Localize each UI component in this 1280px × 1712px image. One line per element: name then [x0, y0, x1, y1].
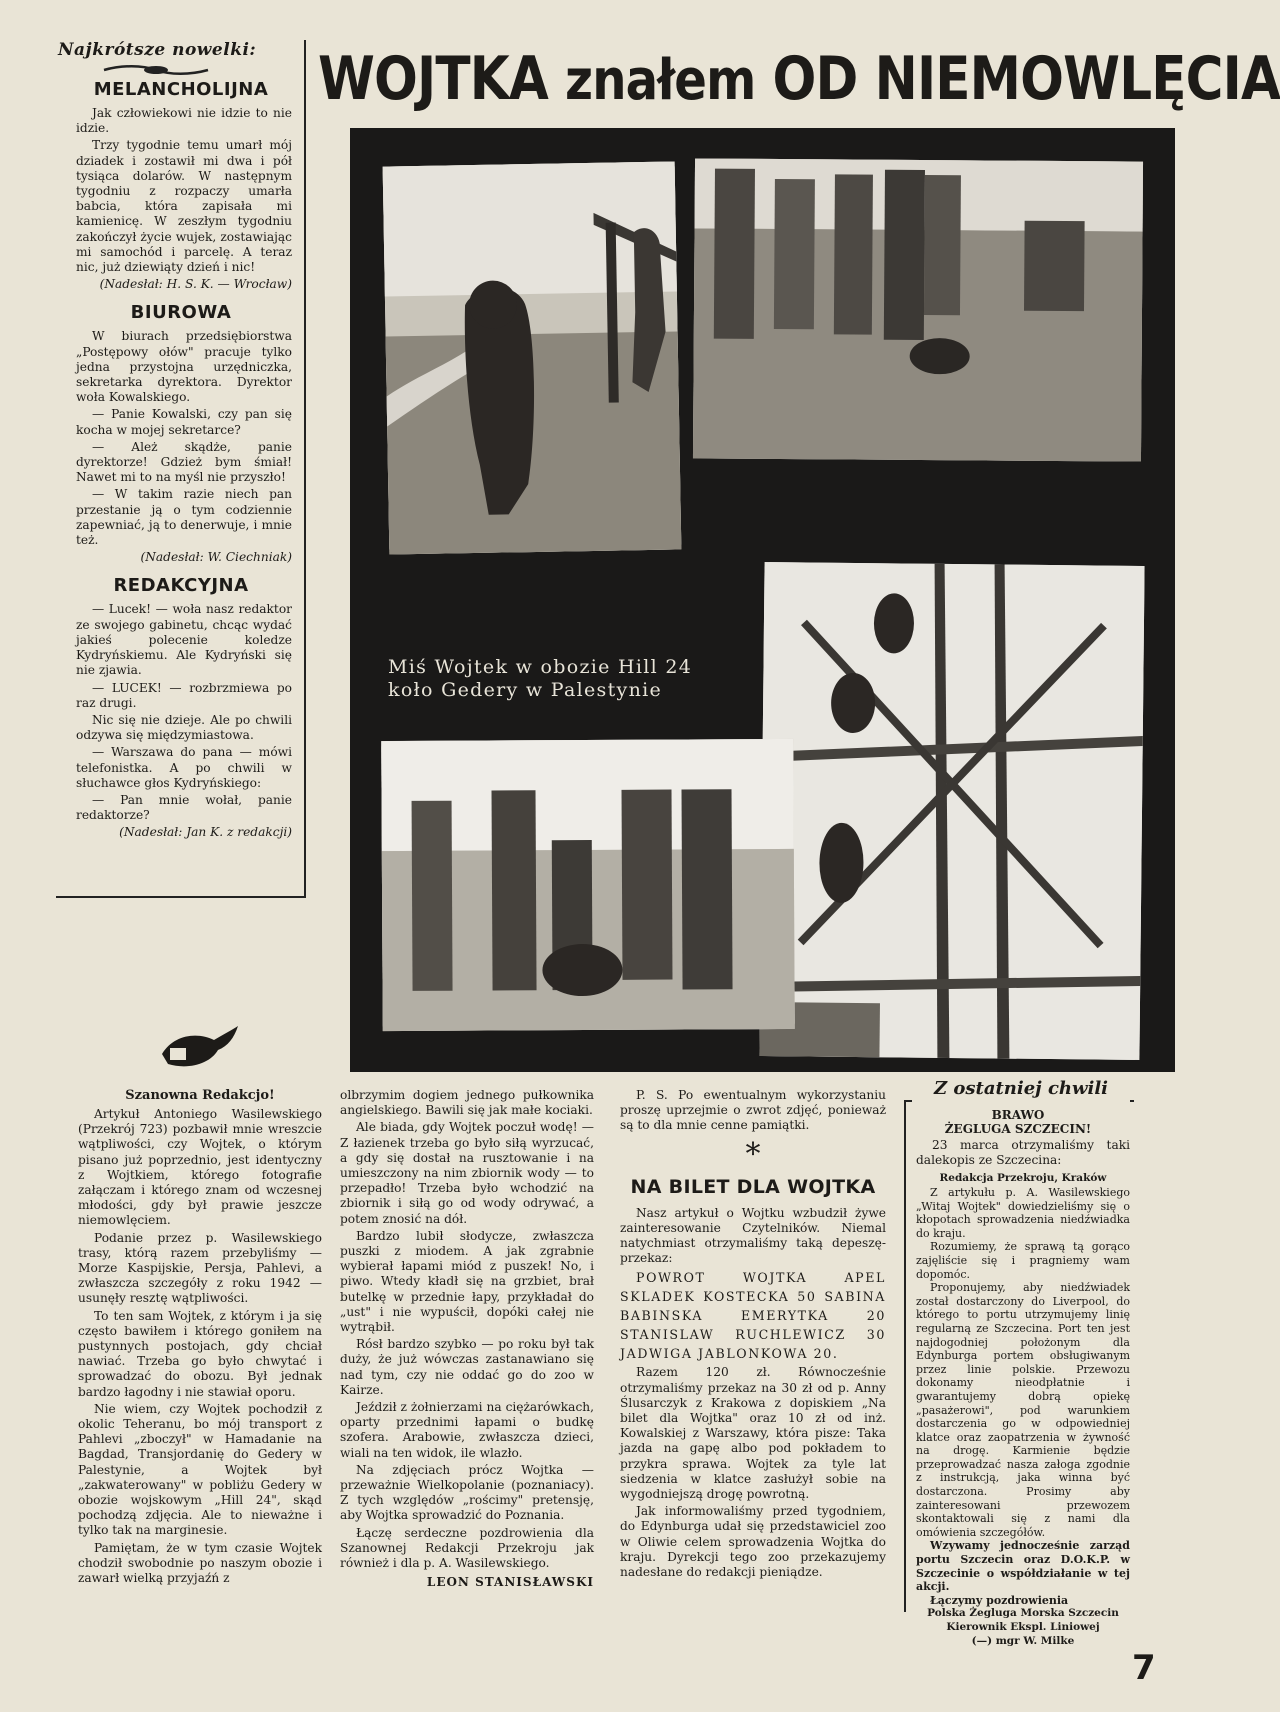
story-title-melancholijna: MELANCHOLIJNA — [93, 79, 269, 100]
bilet-paragraph: Jak informowaliśmy przed tygodniem, do Edynburga udał się przedstawiciel zoo w Oliwie celem sprowadzenia Wojtka do kraju. Dyrekcji tego zoo przekazujemy nadesłane do redakcji pieniądze. — [620, 1504, 886, 1580]
letter-paragraph: Jeździł z żołnierzami na ciężarówkach, oparty przednimi łapami o budkę szofera. Arabowie, zwłaszcza dzieci, wiali na ten widok, ile wlazło. — [340, 1400, 594, 1460]
telex-org: Polska Żegluga Morska Szczecin — [927, 1607, 1119, 1620]
letter-paragraph: Bardzo lubił słodycze, zwłaszcza puszki z miodem. A jak zgrabnie wybierał łapami miód z puszek! No, i piwo. Wtedy kładł się na grzbiet, brał butelkę w przednie łapy, przykładał do „ust" i nie wypuścił, dopóki całej nie wytrąbił. — [340, 1228, 594, 1335]
photo-panel — [350, 128, 1175, 1072]
letter-paragraph: Nie wiem, czy Wojtek pochodził z okolic Teheranu, bo mój transport z Pahlevi „zboczył" w Hamadanie na Bagdad, Transjordanię do Gedery w Palestynie, a Wojtek był „zakwaterowany" w pobliżu Gedery w obozie wojskowym „Hill 24", skąd pochodzą zdjęcia. Ale to nieważne i tylko tak na marginesie. — [78, 1401, 322, 1538]
short-stories-column — [58, 40, 304, 843]
telex-paragraph: Wzywamy jednocześnie zarząd portu Szczecin oraz D.O.K.P. w Szczecinie o współdziałanie w tej akcji. — [916, 1539, 1130, 1594]
story-signature: (Nadesłał: H. S. K. — Wrocław) — [99, 277, 292, 292]
bilet-paragraph: Razem 120 zł. Równocześnie otrzymaliśmy przekaz na 30 zł od p. Anny Ślusarczyk z Krakowa z dopiskiem „Na bilet dla Wojtka" oraz 10 zł od inż. Kowalskiej z Warszawy, która pisze: Taka jazda na gapę albo pod pokładem to przykra sprawa. Wojtek za tyle lat siedzenia w klatce zasłużył sobie na wygodniejszą drogę powrotną. — [620, 1365, 886, 1502]
telex-sign: (—) mgr W. Milke — [971, 1634, 1075, 1647]
story-paragraph: Jak człowiekowi nie idzie to nie idzie. — [76, 106, 292, 136]
photo-bear-climbing — [759, 562, 1144, 1060]
letter-column-a — [78, 1088, 322, 1588]
bilet-column — [620, 1088, 886, 1582]
photo-caption: Miś Wojtek w obozie Hill 24 koło Gedery w Palestynie — [388, 656, 693, 701]
story-signature: (Nadesłał: W. Ciechniak) — [140, 550, 292, 565]
page-number: 7 — [1132, 1648, 1156, 1688]
letter-column-b — [340, 1088, 594, 1589]
story-title-redakcyjna: REDAKCYJNA — [113, 575, 249, 597]
story-paragraph: Nic się nie dzieje. Ale po chwili odzywa się międzymiastowa. — [76, 712, 292, 743]
kicker: Najkrótsze nowelki: — [58, 40, 257, 60]
story-signature: (Nadesłał: Jan K. z redakcji) — [119, 825, 292, 840]
letter-ps: P. S. Po ewentualnym wykorzystaniu proszę uprzejmie o zwrot zdjęć, ponieważ są to dla mnie cenne pamiątki. — [620, 1088, 886, 1133]
letter-paragraph: Artykuł Antoniego Wasilewskiego (Przekrój 723) pozbawił mnie wreszcie wątpliwości, czy Wojtek, o którym pisano już poprzednio, jest identyczny z Wojtkiem, którego fotografie załączam i którego znam od wczesnej młodości, gdy był prawie jeszcze niemowlęciem. — [78, 1107, 322, 1228]
letter-paragraph: Pamiętam, że w tym czasie Wojtek chodził swobodnie po naszym obozie i zawarł wielką przyjaźń z — [78, 1540, 322, 1586]
headline-part: OD NIEMOWLĘCIA — [755, 44, 1280, 114]
photo-soldiers-bear — [693, 158, 1143, 461]
headline-part: znałem — [565, 48, 756, 113]
last-minute-head — [912, 1078, 1130, 1102]
left-column-rule — [304, 40, 306, 896]
story-paragraph: — Pan mnie wołał, panie redaktorze? — [76, 792, 292, 823]
story-paragraph: Trzy tygodnie temu umarł mój dziadek i zostawił mi dwa i pół tysiąca dolarów. W następnym tygodniu z rozpaczy umarła babcia, która zapisała mi kamienicę. W zeszłym tygodniu zakończył życie wujek, zostawiając mi samochód i parcelę. A teraz nic, już dziewiąty dzień i nic! — [76, 138, 292, 275]
telex-paragraph: Z artykułu p. A. Wasilewskiego „Witaj Wojtek" dowiedzieliśmy się o kłopotach sprowadzenia niedźwiadka do kraju. — [916, 1186, 1130, 1240]
story-paragraph: — Panie Kowalski, czy pan się kocha w mojej sekretarce? — [76, 407, 292, 437]
asterisk-divider: * — [745, 1136, 761, 1172]
story-paragraph: — W takim razie niech pan przestanie ją o tym codziennie zapewniać, ją to denerwuje, i mnie też. — [76, 487, 292, 548]
last-minute-title: ŻEGLUGA SZCZECIN! — [944, 1122, 1092, 1136]
telex-paragraph: Proponujemy, aby niedźwiadek został dostarczony do Liverpool, do którego to portu utrzymujemy linię regularną ze Szczecina. Port ten jest najdogodniej położonym dla Edynburga portem obsługiwanym przez linie polskie. Przewozu dokonamy nieodpłatnie i gwarantujemy dobrą opiekę „pasażerowi", pod warunkiem dostarczenia go w odpowiedniej klatce oraz zaopatrzenia w żywność na drogę. Karmienie będzie przeprowadzać nasza załoga zgodnie z instrukcją, jaka winna być dostarczona. Prosimy aby zainteresowani przewozem skontaktowali się z nami dla omówienia szczegółów. — [916, 1281, 1130, 1539]
telex-paragraph: Rozumiemy, że sprawą tą gorąco zajęliście się i pragniemy wam dopomóc. — [916, 1240, 1130, 1281]
left-column-bottom-rule — [56, 896, 306, 898]
bilet-title: NA BILET DLA WOJTKA — [630, 1175, 876, 1198]
letter-title: Szanowna Redakcjo! — [125, 1088, 275, 1103]
letter-paragraph: Rósł bardzo szybko — po roku był tak duży, że już wówczas zastanawiano się nad tym, czy nie oddać go do zoo w Kairze. — [340, 1337, 594, 1397]
last-minute-intro: 23 marca otrzymaliśmy taki dalekopis ze Szczecina: — [916, 1138, 1130, 1168]
telegram-text: POWROT WOJTKA APEL SKLADEK KOSTECKA 50 SABINA BABINSKA EMERYTKA 20 STANISLAW RUCHLEWICZ 30 JADWIGA JABLONKOWA 20. — [620, 1270, 886, 1362]
last-minute-title: BRAWO — [991, 1108, 1045, 1122]
story-paragraph: — LUCEK! — rozbrzmiewa po raz drugi. — [76, 680, 292, 710]
letter-paragraph: Na zdjęciach prócz Wojtka — przeważnie Wielkopolanie (poznaniacy). Z tych względów „rościmy" pretensję, aby Wojtka sprowadzić do Poznania. — [340, 1462, 594, 1523]
page-headline — [318, 40, 1280, 118]
last-minute-column — [906, 1078, 1130, 1648]
bilet-intro: Nasz artykuł o Wojtku wzbudził żywe zainteresowanie Czytelników. Niemal natychmiast otrzymaliśmy taką depeszę-przekaz: — [620, 1205, 886, 1266]
letter-paragraph: olbrzymim dogiem jednego pułkownika angielskiego. Bawili się jak małe kociaki. — [340, 1088, 594, 1118]
story-title-biurowa: BIUROWA — [130, 302, 232, 324]
story-paragraph: — Ależ skądże, panie dyrektorze! Gdzież bym śmiał! Nawet mi to na myśl nie przyszło! — [76, 439, 292, 485]
letter-paragraph: Ale biada, gdy Wojtek poczuł wodę! — Z łazienek trzeba go było siłą wyrzucać, a gdy się dostał na rusztowanie i na umieszczony na nim zbiornik wody — to przepadło! Trzeba było wchodzić na zbiornik i siłą go od wody odrywać, a potem znosić na dół. — [340, 1120, 594, 1226]
letter-paragraph: Podanie przez p. Wasilewskiego trasy, którą razem przebyliśmy — Morze Kaspijskie, Persja, Pahlevi, a zwłaszcza szczegóły z roku 1942 — usunęły resztę wątpliwości. — [78, 1230, 322, 1306]
dove-icon — [158, 1024, 240, 1072]
story-paragraph: W biurach przedsiębiorstwa „Postępowy ołów" pracuje tylko jedna przystojna urzędniczka, sekretarka dyrektora. Dyrektor woła Kowalskiego. — [76, 329, 292, 405]
last-minute-head-text: Z ostatniej chwili — [933, 1078, 1109, 1099]
story-paragraph: — Lucek! — woła nasz redaktor ze swojego gabinetu, chcąc wydać jakieś polecenie koledze Kydryńskiemu. Ale Kydryński się nie zjawia. — [76, 602, 292, 678]
telex-org: Kierownik Ekspl. Liniowej — [946, 1621, 1100, 1633]
headline-part: WOJTKA — [318, 44, 566, 114]
fork-knife-ornament-icon — [102, 63, 210, 77]
telex-closing: Łączymy pozdrowienia — [930, 1593, 1069, 1607]
letter-paragraph: To ten sam Wojtek, z którym i ja się często bawiłem i którego goniłem na pustynnych postojach, gdy chciał nawiać. Trzeba go było chwytać i sprowadzać do obozu. Był jednak bardzo łagodny i nie stawiał oporu. — [78, 1308, 322, 1399]
photo-bear-standing — [383, 161, 682, 554]
story-paragraph: — Warszawa do pana — mówi telefonistka. A po chwili w słuchawce głos Kydryńskiego: — [76, 745, 292, 790]
photo-group-soldiers — [381, 739, 795, 1031]
letter-paragraph: Łączę serdeczne pozdrowienia dla Szanownej Redakcji Przekroju jak również i dla p. A. Wasilewskiego. — [340, 1525, 594, 1571]
dove-logo-icon — [158, 1024, 240, 1072]
letter-signature: LEON STANISŁAWSKI — [426, 1575, 594, 1590]
telex-address: Redakcja Przekroju, Kraków — [939, 1172, 1107, 1185]
